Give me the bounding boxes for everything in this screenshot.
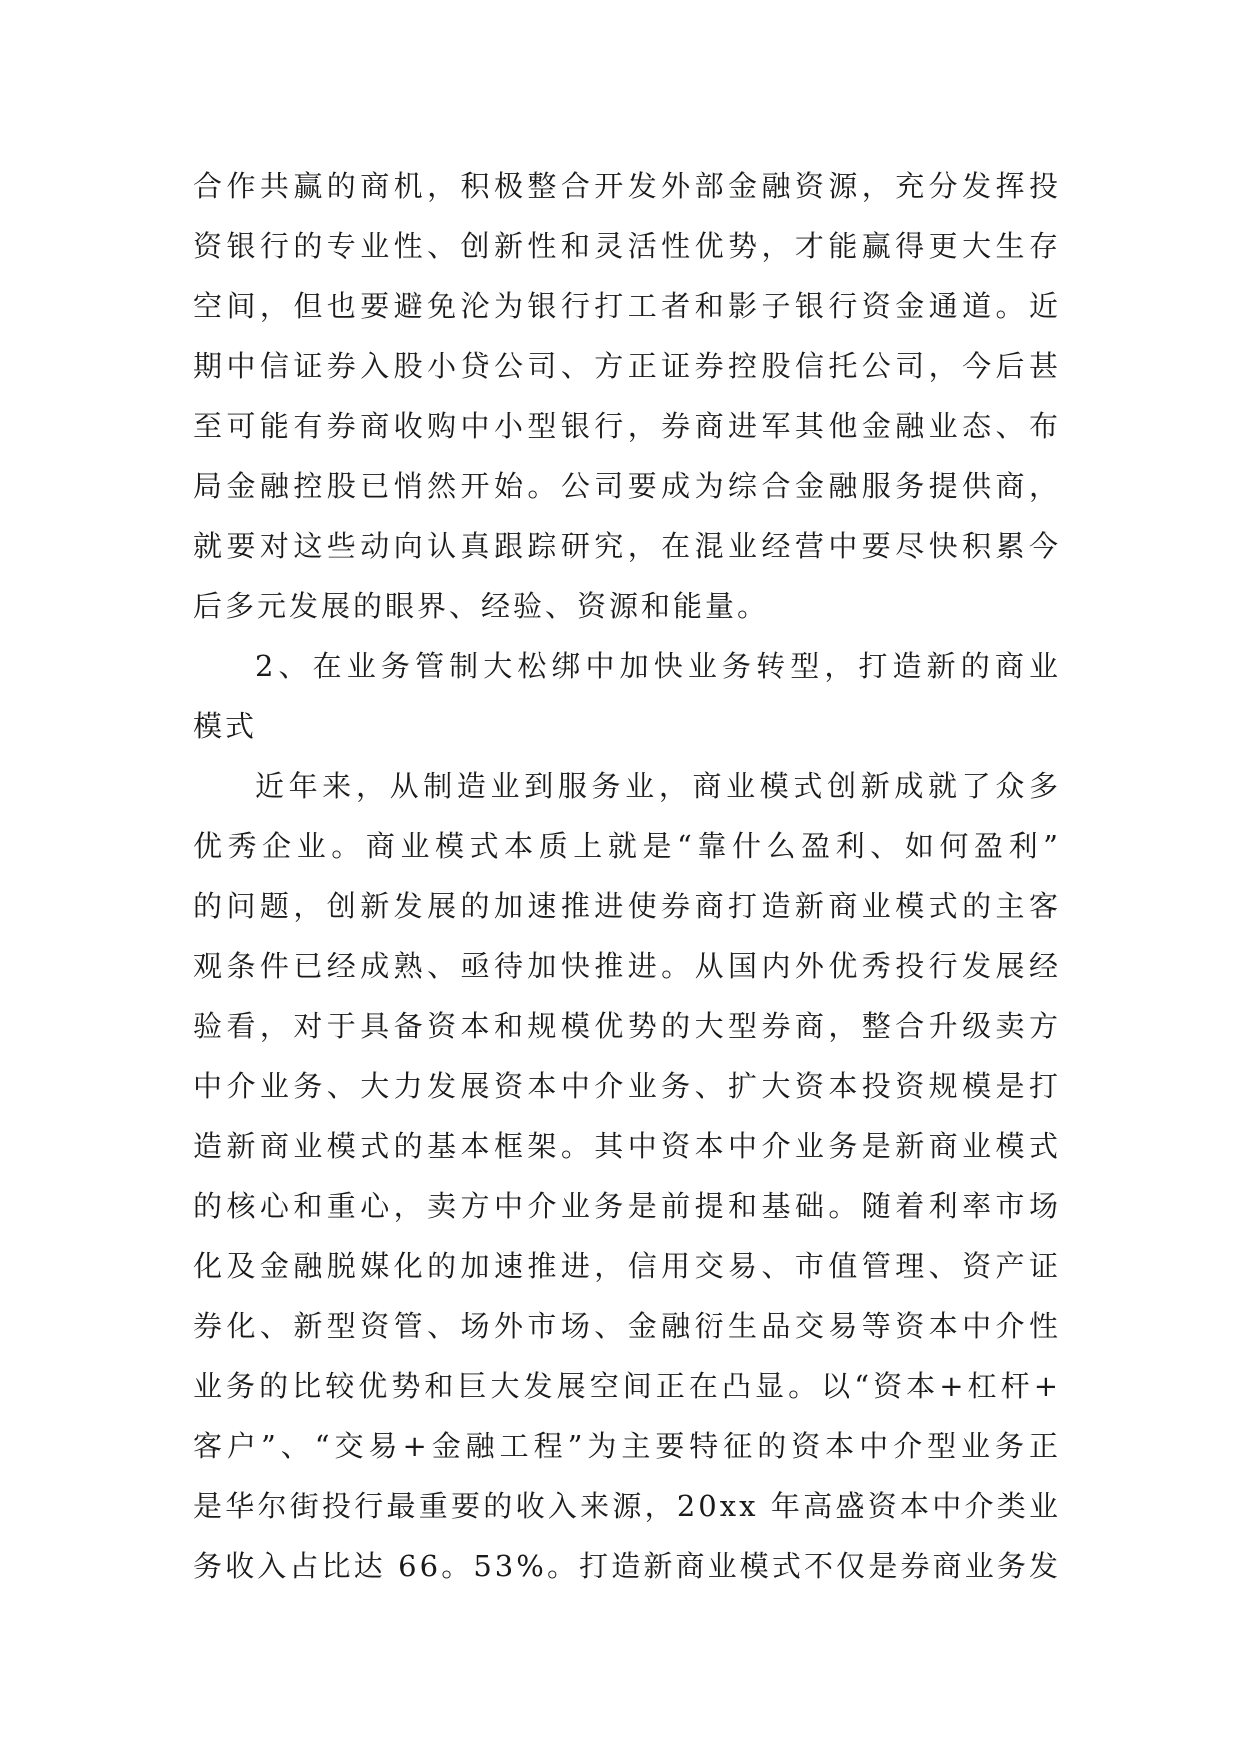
text-line: 是华尔街投行最重要的收入来源，20xx 年高盛资本中介类业 bbox=[193, 1489, 1061, 1523]
section-heading-line: 2、在业务管制大松绑中加快业务转型，打造新的商业 bbox=[255, 649, 1061, 683]
text-line: 观条件已经成熟、亟待加快推进。从国内外优秀投行发展经 bbox=[193, 949, 1061, 983]
text-line: 中介业务、大力发展资本中介业务、扩大资本投资规模是打 bbox=[193, 1069, 1061, 1103]
text-line: 券化、新型资管、场外市场、金融衍生品交易等资本中介性 bbox=[193, 1309, 1061, 1343]
text-line: 就要对这些动向认真跟踪研究，在混业经营中要尽快积累今 bbox=[193, 529, 1061, 563]
text-line: 客户”、“交易+金融工程”为主要特征的资本中介型业务正 bbox=[193, 1429, 1061, 1463]
text-line: 造新商业模式的基本框架。其中资本中介业务是新商业模式 bbox=[193, 1129, 1061, 1163]
text-line: 空间，但也要避免沦为银行打工者和影子银行资金通道。近 bbox=[193, 289, 1061, 323]
text-line: 后多元发展的眼界、经验、资源和能量。 bbox=[193, 589, 770, 623]
text-line: 期中信证券入股小贷公司、方正证券控股信托公司，今后甚 bbox=[193, 349, 1061, 383]
section-heading-line: 模式 bbox=[193, 709, 258, 743]
text-line: 优秀企业。商业模式本质上就是“靠什么盈利、如何盈利” bbox=[193, 829, 1061, 863]
text-line: 局金融控股已悄然开始。公司要成为综合金融服务提供商， bbox=[193, 469, 1061, 503]
text-line: 业务的比较优势和巨大发展空间正在凸显。以“资本+杠杆+ bbox=[193, 1369, 1061, 1403]
text-line: 的核心和重心，卖方中介业务是前提和基础。随着利率市场 bbox=[193, 1189, 1061, 1223]
text-line: 近年来，从制造业到服务业，商业模式创新成就了众多 bbox=[255, 769, 1061, 803]
text-line: 资银行的专业性、创新性和灵活性优势，才能赢得更大生存 bbox=[193, 229, 1061, 263]
text-line: 至可能有券商收购中小型银行，券商进军其他金融业态、布 bbox=[193, 409, 1061, 443]
text-line: 验看，对于具备资本和规模优势的大型券商，整合升级卖方 bbox=[193, 1009, 1061, 1043]
body-text bbox=[193, 156, 1061, 1596]
text-line: 务收入占比达 66。53%。打造新商业模式不仅是券商业务发 bbox=[193, 1549, 1061, 1583]
text-line: 合作共赢的商机，积极整合开发外部金融资源，充分发挥投 bbox=[193, 169, 1061, 203]
text-line: 的问题，创新发展的加速推进使券商打造新商业模式的主客 bbox=[193, 889, 1061, 923]
text-line: 化及金融脱媒化的加速推进，信用交易、市值管理、资产证 bbox=[193, 1249, 1061, 1283]
